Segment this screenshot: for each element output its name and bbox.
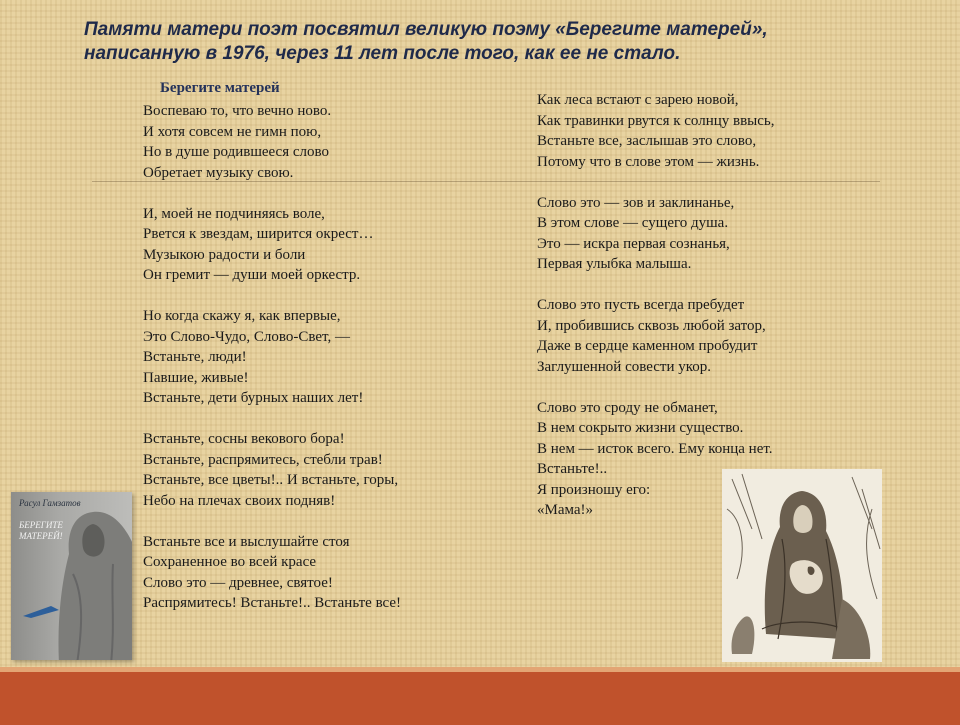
poem-line: Встаньте все, заслышав это слово, [537,133,757,149]
poem-column-left [143,101,523,634]
book-emblem-icon [21,602,61,620]
poem-line: Небо на плечах своих подняв! [143,492,336,509]
poem-title: Берегите матерей [160,80,280,96]
poem-line: Встаньте, распрямитесь, стебли трав! [143,451,383,468]
poem-line: Как леса встают с зарею новой, [537,92,739,108]
poem-line: Слово это пусть всегда пребудет [537,297,745,313]
poem-line: И, пробившись сквозь любой затор, [537,317,766,334]
poem-line: Встаньте, сосны векового бора! [143,431,345,447]
poem-line: Воспеваю то, что вечно ново. [143,103,332,119]
poem-line: Даже в сердце каменном пробудит [537,338,758,354]
poem-line: Встаньте все и выслушайте стоя [143,533,350,550]
poem-stanza [143,429,523,511]
poem-line: И, моей не подчиняясь воле, [143,205,325,222]
poem-line: Как травинки рвутся к солнцу ввысь, [537,112,775,129]
book-title: БЕРЕГИТЕ МАТЕРЕЙ! [19,520,63,541]
slide-header [84,18,924,66]
poem-stanza [537,295,917,377]
book-author: Расул Гамзатов [19,498,81,508]
poem-line: Встаньте!.. [537,461,608,477]
poem-stanza [537,193,917,275]
poem-line: И хотя совсем не гимн пою, [143,123,322,140]
poem-line: Слово это — древнее, святое! [143,574,333,591]
poem-line: «Мама!» [537,502,594,518]
footer-bar [0,667,960,725]
poem-line: Обретает музыку свою. [143,164,294,181]
poem-line: Рвется к звездам, ширится окрест… [143,226,374,242]
header-line-1: Памяти матери поэт посвятил великую поэму «Берегите матерей», [84,19,768,40]
poem-stanza [143,532,523,614]
header-line-2: написанную в 1976, через 11 лет после того, как ее не стало. [84,43,681,64]
poem-line: Первая улыбка малыша. [537,256,692,272]
poem-line: Павшие, живые! [143,369,249,386]
poem-line: В нем сокрыто жизни существо. [537,420,744,436]
poem-line: Потому что в слове этом — жизнь. [537,153,760,170]
poem-line: Музыкою радости и боли [143,246,306,263]
poem-line: Встаньте, дети бурных наших лет! [143,390,364,406]
poem-line: Встаньте, люди! [143,349,247,365]
poem-line: В этом слове — сущего душа. [537,215,729,231]
poem-line: Это — искра первая сознанья, [537,235,730,252]
poem-stanza [143,204,523,286]
poem-line: Я произношу его: [537,481,651,498]
poem-line: Встаньте, все цветы!.. И встаньте, горы, [143,472,399,488]
poem-line: Распрямитесь! Встаньте!.. Встаньте все! [143,595,402,611]
poem-line: Слово это — зов и заклинанье, [537,194,735,211]
poem-stanza [143,306,523,409]
book-cover-image [11,492,132,660]
poem-line: Но когда скажу я, как впервые, [143,308,341,324]
poem-line: Сохраненное во всей красе [143,554,317,570]
poem-line: Он гремит — души моей оркестр. [143,267,361,283]
poem-stanza [143,101,523,183]
poem-line: Слово это сроду не обманет, [537,399,718,416]
poem-line: Это Слово-Чудо, Слово-Свет, — [143,328,350,345]
poem-stanza [537,90,917,172]
mother-and-child-engraving [722,469,882,662]
poem-line: Но в душе родившееся слово [143,144,329,160]
poem-line: В нем — исток всего. Ему конца нет. [537,440,773,457]
poem-line: Заглушенной совести укор. [537,358,712,375]
